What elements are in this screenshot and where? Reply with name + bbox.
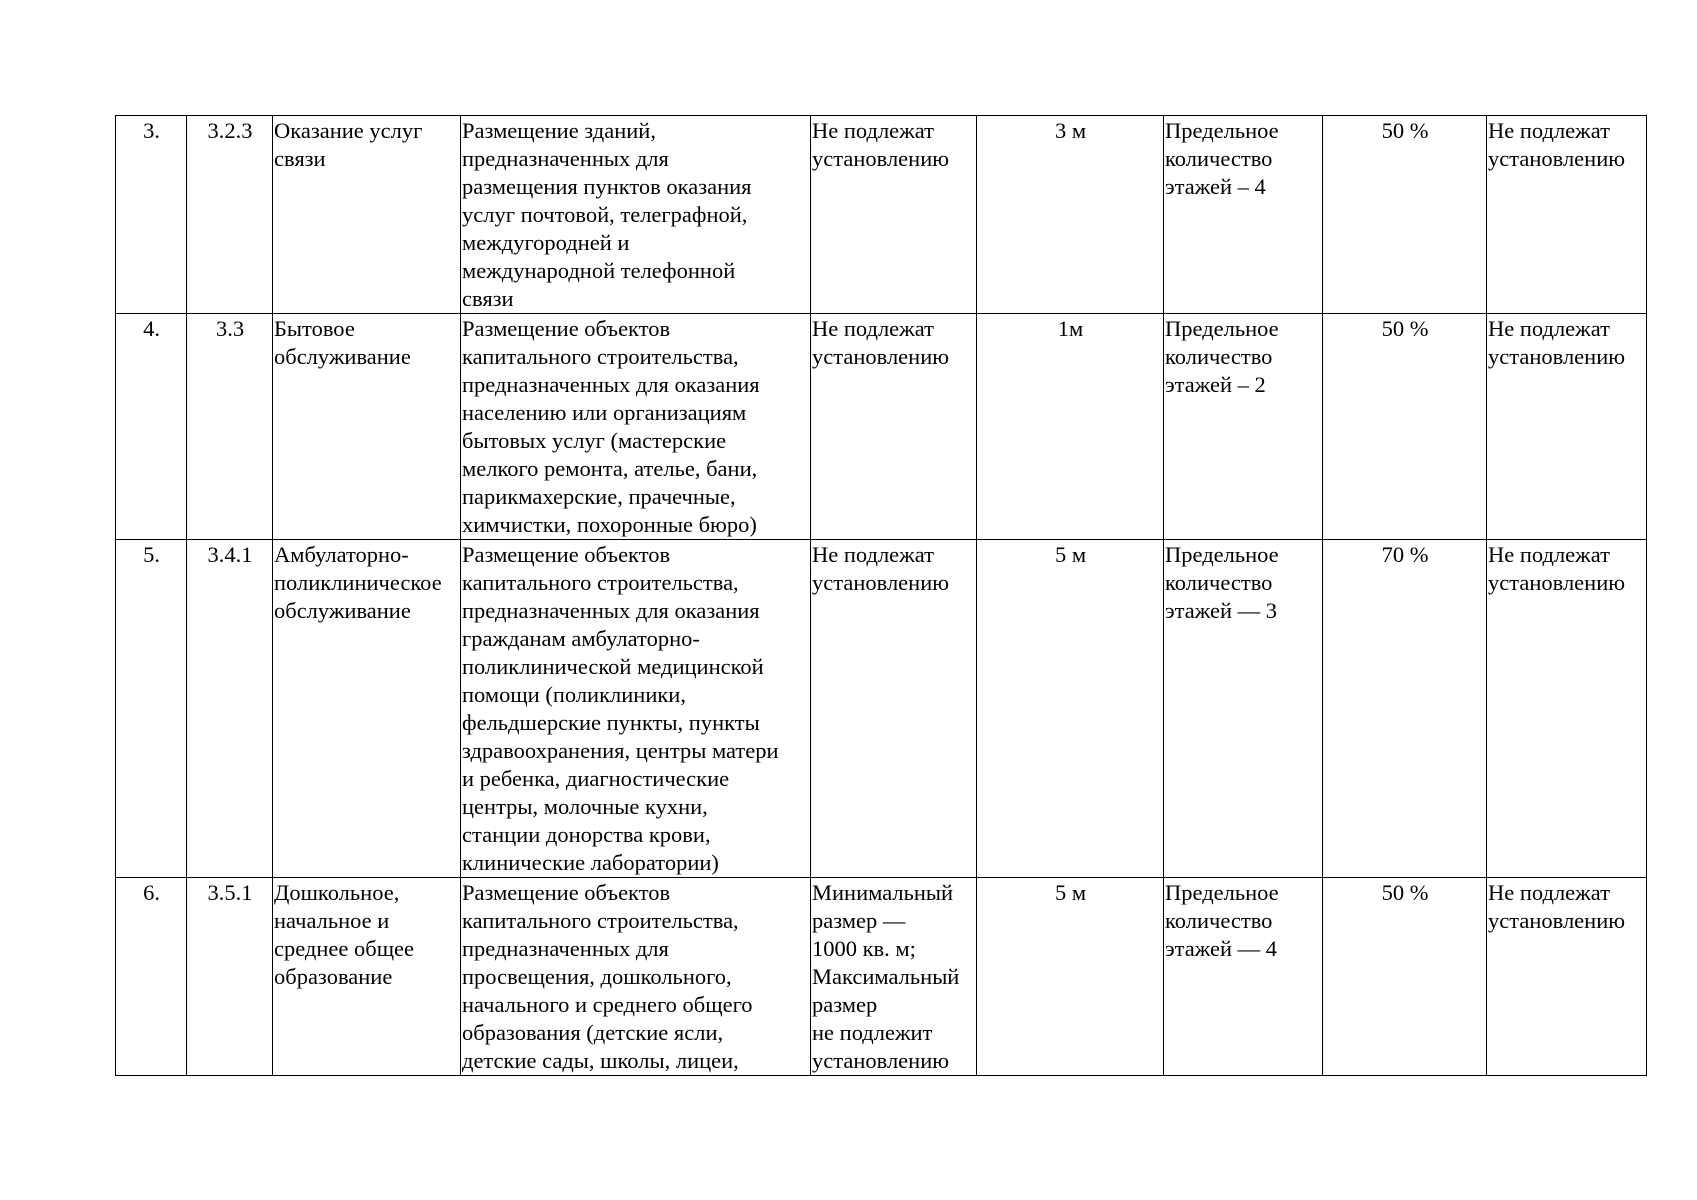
land-use-regulations-table [115,115,1647,1076]
plot-size-cell [811,540,977,878]
floors-limit: Предельное количество этажей – 4 [1165,118,1279,199]
other-limits: Не подлежат установлению [1488,542,1626,595]
use-code: 3.5.1 [207,880,253,905]
plot-size-cell [811,878,977,1076]
use-description: Размещение объектов капитального строительства, предназначенных для оказания населению или организациям бытовых услуг (мастерские мелкого ремонта, ателье, бани, парикмахерские, прачечные, химчистки, похоронные бюро) [462,316,760,537]
row-number-cell [116,540,187,878]
coverage-cell [1323,540,1487,878]
coverage-percent: 70 % [1381,542,1429,567]
row-number: 6. [143,880,160,905]
use-description-cell [461,878,811,1076]
use-name: Оказание услуг связи [274,118,423,171]
plot-size: Минимальный размер — 1000 кв. м; Максимальный размер не подлежит установлению [812,880,960,1073]
floors-limit: Предельное количество этажей – 2 [1165,316,1279,397]
plot-size-cell [811,314,977,540]
use-code-cell [187,878,273,1076]
use-description-cell [461,314,811,540]
row-number-cell [116,116,187,314]
other-limits: Не подлежат установлению [1488,118,1626,171]
floors-cell [1164,540,1323,878]
setback: 5 м [1054,880,1087,905]
coverage-percent: 50 % [1381,316,1429,341]
use-name-cell [273,540,461,878]
other-limits-cell [1487,116,1647,314]
use-name: Дошкольное, начальное и среднее общее образование [274,880,415,989]
table-row [116,540,1647,878]
floors-cell [1164,878,1323,1076]
table-row [116,314,1647,540]
setback: 3 м [1054,118,1087,143]
coverage-cell [1323,314,1487,540]
plot-size: Не подлежат установлению [812,118,950,171]
plot-size: Не подлежат установлению [812,316,950,369]
coverage-percent: 50 % [1381,118,1429,143]
setback-cell [977,314,1164,540]
floors-limit: Предельное количество этажей — 3 [1165,542,1279,623]
use-description: Размещение объектов капитального строительства, предназначенных для оказания гражданам амбулаторно- поликлинической медицинской помощи (поликлиники, фельдшерские пункты, пункты здравоохранения, центры матери и ребенка, диагностические центры, молочные кухни, станции донорства крови, клинические лаборатории) [462,542,779,875]
floors-cell [1164,314,1323,540]
setback-cell [977,540,1164,878]
use-code-cell [187,314,273,540]
use-name: Амбулаторно- поликлиническое обслуживание [274,542,442,623]
use-name-cell [273,314,461,540]
use-code: 3.2.3 [207,118,253,143]
coverage-percent: 50 % [1381,880,1429,905]
use-description: Размещение объектов капитального строительства, предназначенных для просвещения, дошкольного, начального и среднего общего образования (детские ясли, детские сады, школы, лицеи, [462,880,753,1073]
table-row [116,878,1647,1076]
setback: 1м [1057,316,1084,341]
row-number: 3. [143,118,160,143]
setback-cell [977,878,1164,1076]
use-code: 3.4.1 [207,542,253,567]
use-name: Бытовое обслуживание [274,316,411,369]
other-limits-cell [1487,314,1647,540]
floors-cell [1164,116,1323,314]
floors-limit: Предельное количество этажей — 4 [1165,880,1279,961]
coverage-cell [1323,878,1487,1076]
use-name-cell [273,116,461,314]
setback-cell [977,116,1164,314]
row-number: 5. [143,542,160,567]
use-name-cell [273,878,461,1076]
other-limits-cell [1487,878,1647,1076]
other-limits-cell [1487,540,1647,878]
use-description-cell [461,540,811,878]
table-row [116,116,1647,314]
use-description-cell [461,116,811,314]
plot-size-cell [811,116,977,314]
other-limits: Не подлежат установлению [1488,880,1626,933]
use-code-cell [187,116,273,314]
use-description: Размещение зданий, предназначенных для размещения пунктов оказания услуг почтовой, телеграфной, междугородней и международной телефонной связи [462,118,752,311]
row-number-cell [116,878,187,1076]
row-number: 4. [143,316,160,341]
plot-size: Не подлежат установлению [812,542,950,595]
row-number-cell [116,314,187,540]
other-limits: Не подлежат установлению [1488,316,1626,369]
coverage-cell [1323,116,1487,314]
use-code: 3.3 [215,316,245,341]
setback: 5 м [1054,542,1087,567]
use-code-cell [187,540,273,878]
